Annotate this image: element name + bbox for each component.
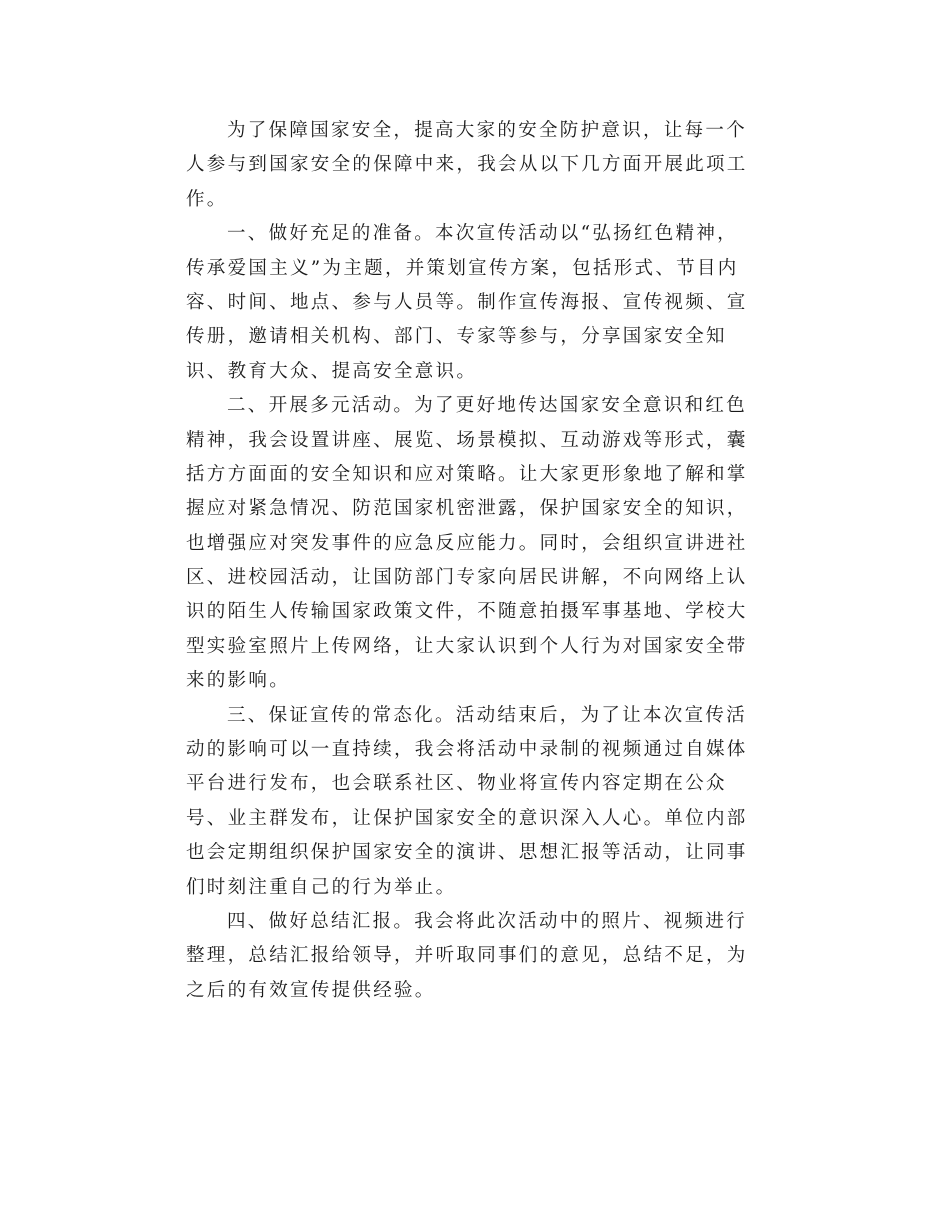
text-line: 二、开展多元活动。为了更好地传达国家安全意识和红色 xyxy=(227,395,748,417)
text-line: 握应对紧急情况、防范国家机密泄露，保护国家安全的知识， xyxy=(186,498,748,520)
text-line: 识、教育大众、提高安全意识。 xyxy=(186,360,478,382)
text-line: 传承爱国主义”为主题，并策划宣传方案，包括形式、节目内 xyxy=(186,257,739,279)
text-line: 也会定期组织保护国家安全的演讲、思想汇报等活动，让同事 xyxy=(186,842,748,864)
text-line: 人参与到国家安全的保障中来，我会从以下几方面开展此项工 xyxy=(186,154,748,176)
text-line: 括方方面面的安全知识和应对策略。让大家更形象地了解和掌 xyxy=(186,463,748,485)
text-line: 精神，我会设置讲座、展览、场景模拟、互动游戏等形式，囊 xyxy=(186,429,748,451)
paragraph-preparation xyxy=(186,217,760,389)
paragraph-intro xyxy=(186,114,760,217)
text-line: 平台进行发布，也会联系社区、物业将宣传内容定期在公众 xyxy=(186,773,727,795)
text-line: 四、做好总结汇报。我会将此次活动中的照片、视频进行 xyxy=(227,910,748,932)
text-line: 们时刻注重自己的行为举止。 xyxy=(186,876,457,898)
text-line: 作。 xyxy=(186,188,228,210)
text-line: 三、保证宣传的常态化。活动结束后，为了让本次宣传活 xyxy=(227,704,748,726)
text-line: 动的影响可以一直持续，我会将活动中录制的视频通过自媒体 xyxy=(186,739,748,761)
document-body xyxy=(186,114,760,1008)
text-line: 来的影响。 xyxy=(186,670,291,692)
text-line: 为了保障国家安全，提高大家的安全防护意识，让每一个 xyxy=(227,120,748,141)
text-line: 容、时间、地点、参与人员等。制作宣传海报、宣传视频、宣 xyxy=(186,291,748,313)
text-line: 也增强应对突发事件的应急反应能力。同时，会组织宣讲进社 xyxy=(186,532,748,554)
text-line: 型实验室照片上传网络，让大家认识到个人行为对国家安全带 xyxy=(186,635,748,657)
text-line: 之后的有效宣传提供经验。 xyxy=(186,979,436,1001)
text-line: 识的陌生人传输国家政策文件，不随意拍摄军事基地、学校大 xyxy=(186,601,748,623)
text-line: 一、做好充足的准备。本次宣传活动以“弘扬红色精神， xyxy=(227,223,738,245)
paragraph-summary xyxy=(186,905,760,1008)
text-line: 传册，邀请相关机构、部门、专家等参与，分享国家安全知 xyxy=(186,326,727,348)
text-line: 号、业主群发布，让保护国家安全的意识深入人心。单位内部 xyxy=(186,807,748,829)
paragraph-activities xyxy=(186,389,760,699)
text-line: 整理，总结汇报给领导，并听取同事们的意见，总结不足，为 xyxy=(186,945,748,967)
text-line: 区、进校园活动，让国防部门专家向居民讲解，不向网络上认 xyxy=(186,567,748,589)
paragraph-normalization xyxy=(186,699,760,905)
